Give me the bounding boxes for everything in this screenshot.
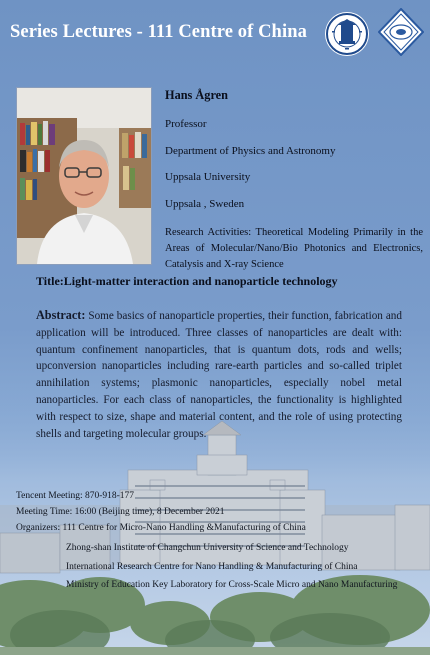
organizer-item: Ministry of Education Key Laboratory for Cross-Scale Micro and Nano Manufacturing bbox=[66, 580, 398, 590]
meeting-time: Meeting Time: 16:00 (Beijing time), 8 December 2021 bbox=[16, 507, 225, 517]
tencent-meeting-id: Tencent Meeting: 870-918-177 bbox=[16, 491, 135, 501]
speaker-university: Uppsala University bbox=[165, 171, 251, 184]
page-title: Series Lectures - 111 Centre of China bbox=[10, 22, 307, 42]
university-seal-logo bbox=[324, 11, 370, 57]
abstract bbox=[36, 306, 402, 442]
speaker-portrait bbox=[16, 87, 152, 265]
speaker-department: Department of Physics and Astronomy bbox=[165, 144, 336, 157]
centre-diamond-logo bbox=[378, 8, 424, 56]
speaker-name: Hans Ågren bbox=[165, 88, 228, 102]
speaker-location: Uppsala , Sweden bbox=[165, 198, 245, 211]
organizer-item: Zhong-shan Institute of Changchun University of Science and Technology bbox=[66, 543, 349, 553]
organizer-item: International Research Centre for Nano Handling & Manufacturing of China bbox=[66, 562, 358, 572]
abstract-label: Abstract: bbox=[36, 308, 86, 322]
abstract-text: Some basics of nanoparticle properties, their function, fabrication and application will be introduced. Three classes of nanoparticles are dealt with: quantum confinement nanoparticles, that is quantum dots, rods and wells; upconversion nanoparticles including rare-earth particles and so-called triplet annihilation systems; plasmonic nanoparticles, especially nobel metal nanoparticles. For each class of nanoparticles, the functionality is highlighted with respect to size, shape and material content, and the role of using protecting shells and targeting molecular groups. bbox=[36, 310, 402, 440]
speaker-research: Research Activities: Theoretical Modeling Primarily in the Areas of Molecular/Nano/Bio Photonics and Electronics, Catalysis and X-ray Science bbox=[165, 226, 423, 271]
speaker-info bbox=[165, 88, 423, 274]
organizers-label: Organizers: 111 Centre for Micro-Nano Handling &Manufacturing of China bbox=[16, 523, 306, 533]
talk-title: Title:Light-matter interaction and nanoparticle technology bbox=[36, 274, 338, 288]
header bbox=[0, 0, 430, 70]
speaker-position: Professor bbox=[165, 118, 207, 131]
